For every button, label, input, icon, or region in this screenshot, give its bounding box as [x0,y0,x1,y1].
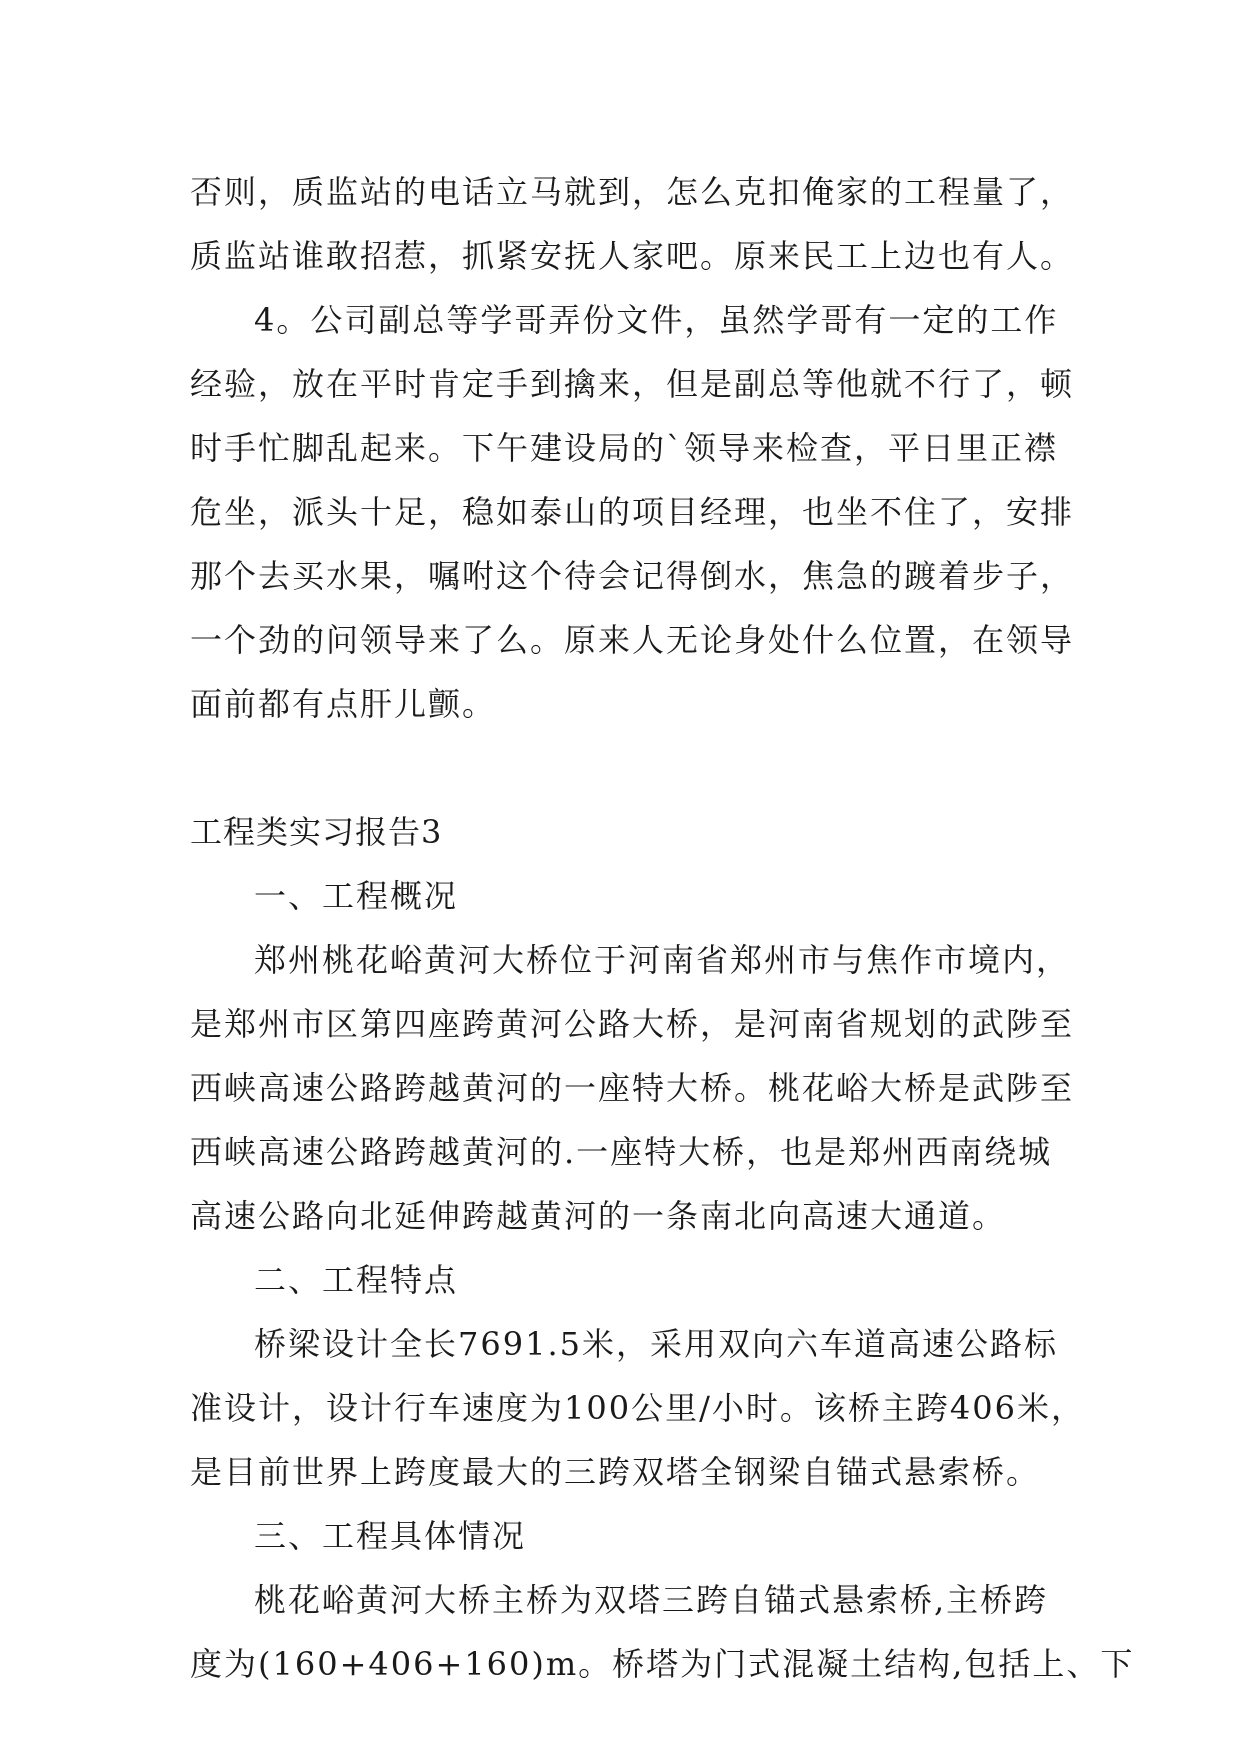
body-line: 质监站谁敢招惹，抓紧安抚人家吧。原来民工上边也有人。 [190,237,1075,275]
paragraph-first-line: 桃花峪黄河大桥主桥为双塔三跨自锚式悬索桥,主桥跨 [254,1581,1049,1619]
body-line: 度为(160+406+160)m。桥塔为门式混凝土结构,包括上、下 [190,1645,1135,1683]
body-line: 面前都有点肝儿颤。 [190,685,497,723]
body-line: 经验，放在平时肯定手到擒来，但是副总等他就不行了，顿 [190,365,1075,403]
body-line: 西峡高速公路跨越黄河的一座特大桥。桃花峪大桥是武陟至 [190,1069,1075,1107]
body-line: 一个劲的问领导来了么。原来人无论身处什么位置，在领导 [190,621,1075,659]
body-line: 否则，质监站的电话立马就到，怎么克扣俺家的工程量了， [190,173,1075,211]
body-line: 准设计，设计行车速度为100公里/小时。该桥主跨406米， [190,1389,1085,1427]
blank-line [190,736,1050,800]
body-line: 时手忙脚乱起来。下午建设局的`领导来检查，平日里正襟 [190,429,1059,467]
section-heading: 一、工程概况 [254,877,459,915]
body-line: 高速公路向北延伸跨越黄河的一条南北向高速大通道。 [190,1197,1007,1235]
body-line: 危坐，派头十足，稳如泰山的项目经理，也坐不住了，安排 [190,493,1075,531]
body-line: 西峡高速公路跨越黄河的.一座特大桥，也是郑州西南绕城 [190,1133,1053,1171]
body-line: 是郑州市区第四座跨黄河公路大桥，是河南省规划的武陟至 [190,1005,1075,1043]
paragraph-first-line: 郑州桃花峪黄河大桥位于河南省郑州市与焦作市境内， [254,941,1071,979]
section-heading: 三、工程具体情况 [254,1517,527,1555]
paragraph-first-line: 桥梁设计全长7691.5米，采用双向六车道高速公路标 [254,1325,1058,1363]
body-line: 是目前世界上跨度最大的三跨双塔全钢梁自锚式悬索桥。 [190,1453,1041,1491]
section-heading: 二、工程特点 [254,1261,459,1299]
document-body [190,160,1135,1696]
paragraph-first-line: 4。公司副总等学哥弄份文件，虽然学哥有一定的工作 [254,301,1059,339]
report-title: 工程类实习报告3 [190,813,443,851]
body-line: 那个去买水果，嘱咐这个待会记得倒水，焦急的踱着步子， [190,557,1075,595]
